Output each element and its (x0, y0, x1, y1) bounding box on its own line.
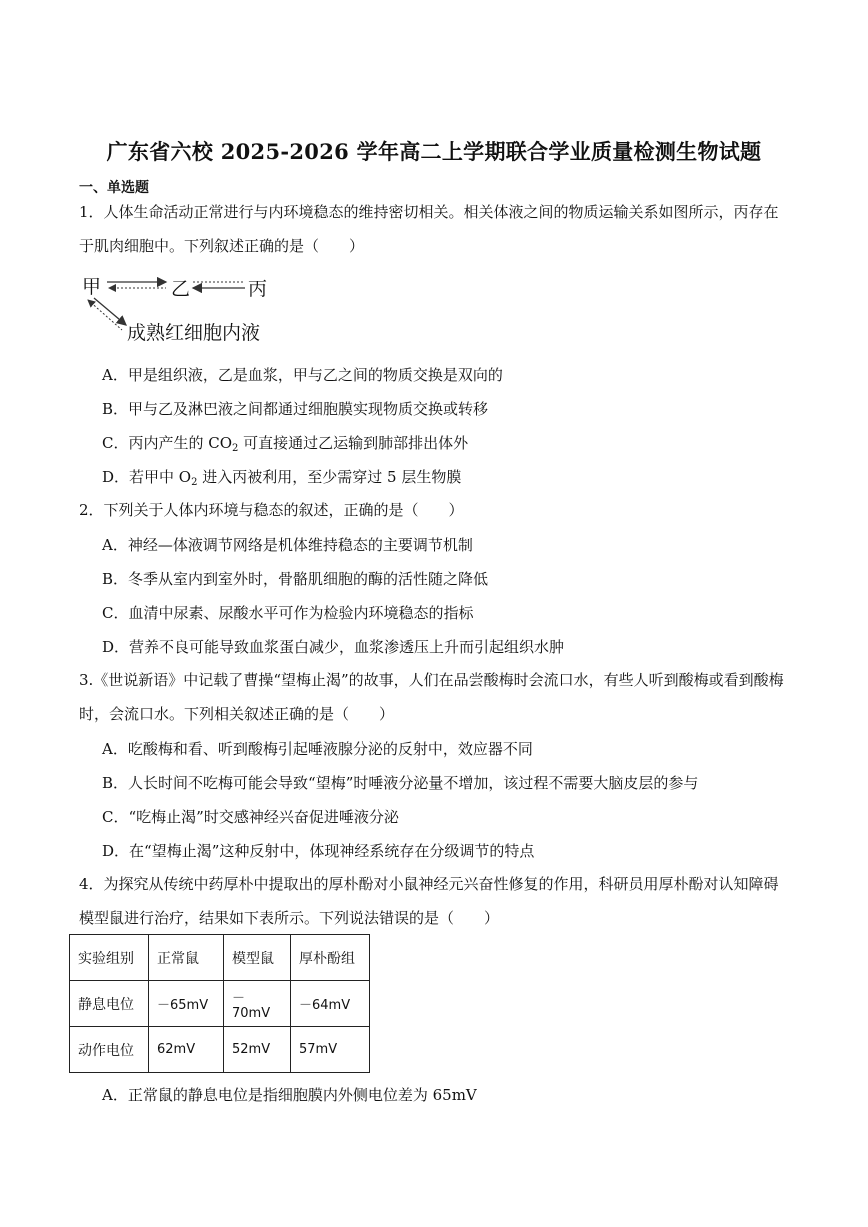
table-cell: 57mV (291, 1027, 370, 1073)
node-bing: 丙 (248, 278, 268, 300)
table-cell: －64mV (291, 981, 370, 1027)
question-3-stem (79, 663, 793, 731)
q2-option-a: A．神经—体液调节网络是机体维持稳态的主要调节机制 (102, 536, 473, 554)
question-1-line-1: 1．人体生命活动正常进行与内环境稳态的维持密切相关。相关体液之间的物质运输关系如图所示，丙存在 (79, 203, 779, 221)
q1-option-a: A．甲是组织液，乙是血浆，甲与乙之间的物质交换是双向的 (102, 366, 503, 384)
q1-option-d-sub: 2 (191, 477, 198, 488)
arrow-rbc-to-jia (88, 300, 122, 330)
arrow-jia-to-rbc (94, 298, 126, 325)
question-4-line-1: 4．为探究从传统中药厚朴中提取出的厚朴酚对小鼠神经元兴奋性修复的作用，科研员用厚朴酚对认知障碍 (79, 875, 779, 893)
q2-option-d: D．营养不良可能导致血浆蛋白减少，血浆渗透压上升而引起组织水肿 (102, 638, 565, 656)
q1-option-d-post: 进入丙被利用，至少需穿过 5 层生物膜 (197, 468, 462, 486)
q1-option-b: B．甲与乙及淋巴液之间都通过细胞膜实现物质交换或转移 (102, 400, 489, 418)
table-cell: 52mV (224, 1027, 291, 1073)
node-jia: 甲 (82, 276, 102, 298)
table-row (70, 1027, 370, 1073)
question-4-line-2: 模型鼠进行治疗，结果如下表所示。下列说法错误的是（ ） (79, 909, 500, 927)
table-cell: 62mV (149, 1027, 224, 1073)
table-header-row (70, 935, 370, 981)
q3-option-b: B．人长时间不吃梅可能会导致“望梅”时唾液分泌量不增加，该过程不需要大脑皮层的参与 (102, 774, 699, 792)
question-3-line-1: 3.《世说新语》中记载了曹操“望梅止渴”的故事，人们在品尝酸梅时会流口水，有些人听到酸梅或看到酸梅 (79, 671, 784, 689)
table-header-cell: 正常鼠 (149, 935, 224, 981)
question-3-line-2: 时，会流口水。下列相关叙述正确的是（ ） (79, 705, 395, 723)
table-cell: 静息电位 (70, 981, 149, 1027)
section-heading: 一、单选题 (79, 180, 149, 196)
node-yi: 乙 (171, 278, 191, 300)
q3-option-a: A．吃酸梅和看、听到酸梅引起唾液腺分泌的反射中，效应器不同 (102, 740, 533, 758)
q2-option-c: C．血清中尿素、尿酸水平可作为检验内环境稳态的指标 (102, 604, 474, 622)
q2-option-b: B．冬季从室内到室外时，骨骼肌细胞的酶的活性随之降低 (102, 570, 489, 588)
q3-option-d: D．在“望梅止渴”这种反射中，体现神经系统存在分级调节的特点 (102, 842, 535, 860)
q1-option-c-pre: C．丙内产生的 CO (102, 434, 233, 452)
question-2-stem (79, 493, 793, 527)
question-1-line-2: 于肌肉细胞中。下列叙述正确的是（ ） (79, 237, 365, 255)
q1-option-c (102, 432, 468, 454)
table-header-cell: 实验组别 (70, 935, 149, 981)
question-4-stem (79, 867, 793, 935)
table-row (70, 981, 370, 1027)
node-rbc-fluid: 成熟红细胞内液 (127, 322, 261, 344)
table-header-cell: 厚朴酚组 (291, 935, 370, 981)
q3-option-c: C．“吃梅止渴”时交感神经兴奋促进唾液分泌 (102, 808, 399, 826)
table-cell: －70mV (224, 981, 291, 1027)
results-table (69, 934, 370, 1073)
table-header-cell: 模型鼠 (224, 935, 291, 981)
q4-option-a: A．正常鼠的静息电位是指细胞膜内外侧电位差为 65mV (102, 1086, 477, 1104)
q1-option-c-sub: 2 (232, 443, 239, 454)
body-fluid-diagram (82, 270, 282, 350)
exam-title: 广东省六校 2025-2026 学年高二上学期联合学业质量检测生物试题 (106, 139, 762, 164)
q1-option-d-pre: D．若甲中 O (102, 468, 192, 486)
question-1-stem (79, 195, 793, 263)
table-cell: －65mV (149, 981, 224, 1027)
table-cell: 动作电位 (70, 1027, 149, 1073)
q1-option-d (102, 466, 461, 488)
question-2-line-1: 2．下列关于人体内环境与稳态的叙述，正确的是（ ） (79, 501, 464, 519)
q1-option-c-post: 可直接通过乙运输到肺部排出体外 (238, 434, 469, 452)
